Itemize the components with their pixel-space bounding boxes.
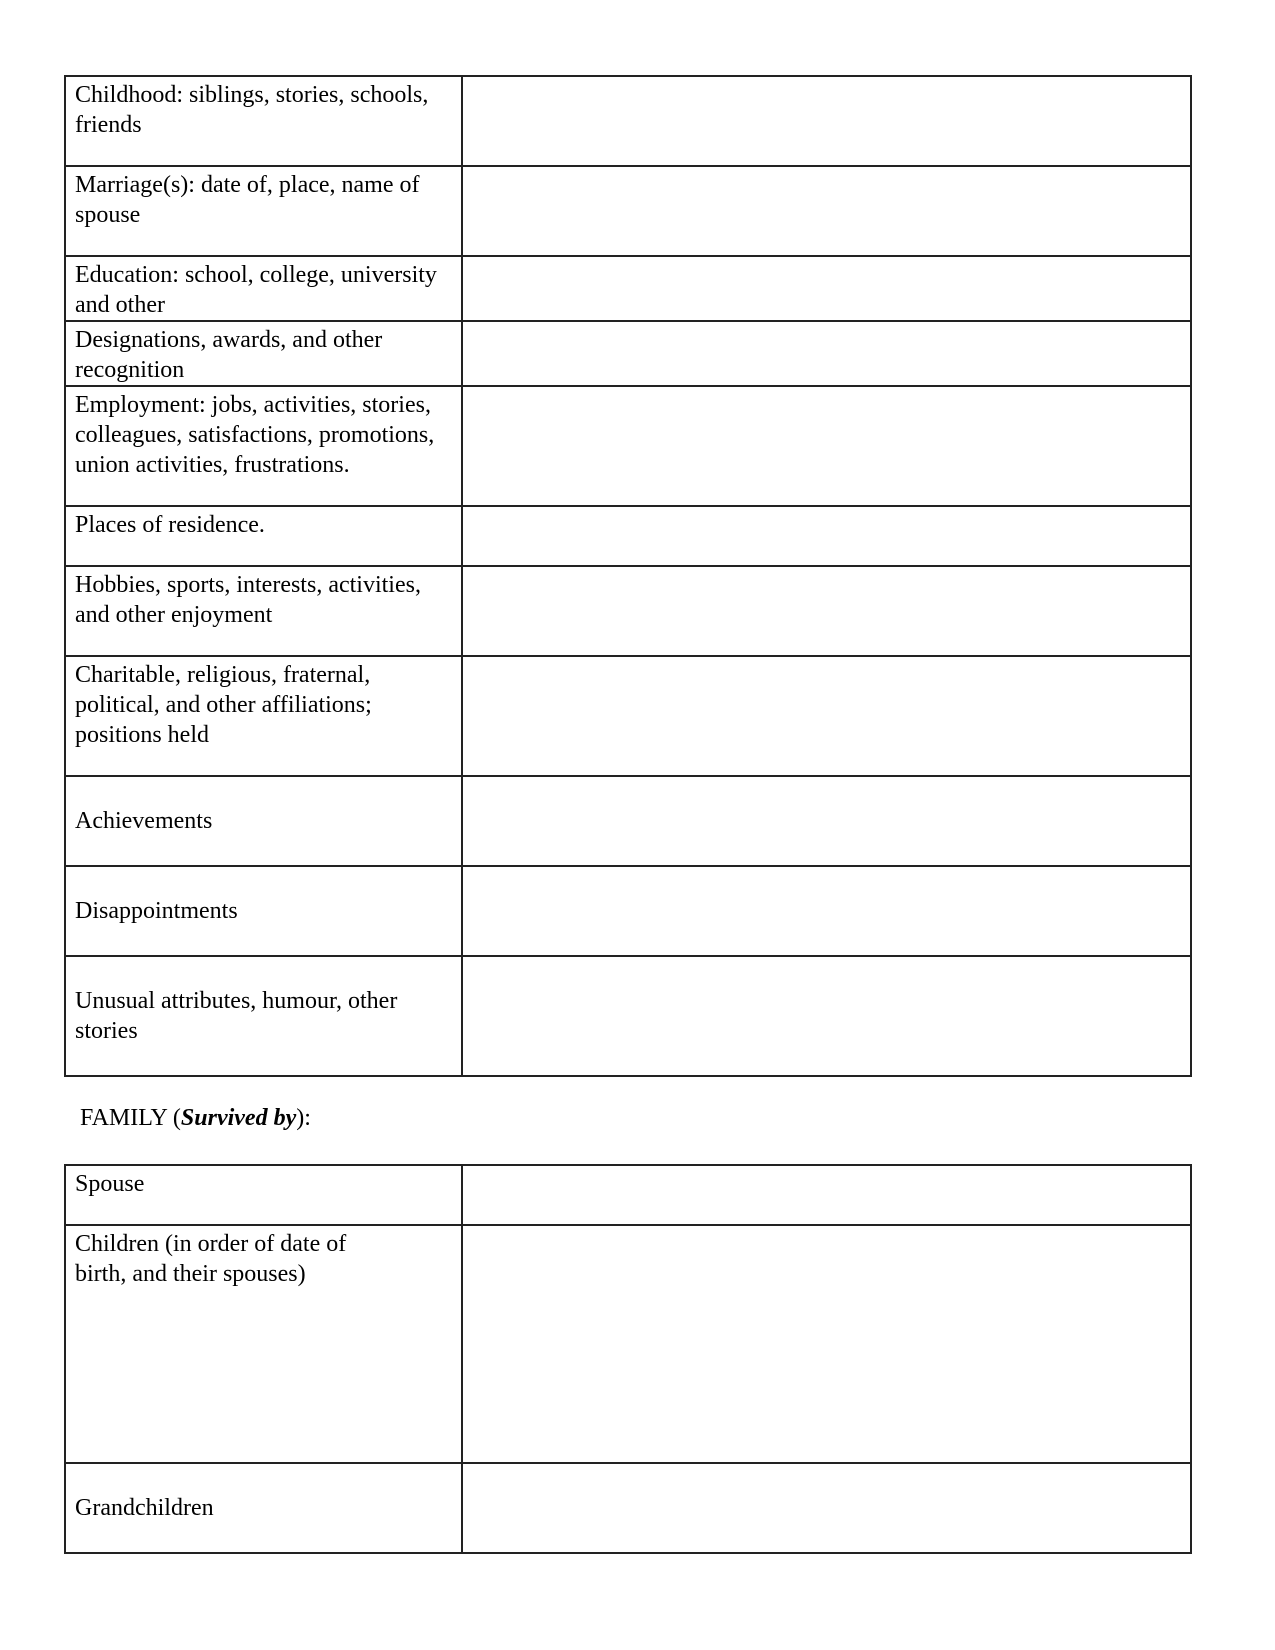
table-row bbox=[65, 776, 1191, 866]
table-row bbox=[65, 566, 1191, 656]
table-row bbox=[65, 1165, 1191, 1225]
table-row bbox=[65, 506, 1191, 566]
table-row bbox=[65, 321, 1191, 386]
row-label-achievements: Achievements bbox=[65, 776, 462, 866]
family-table bbox=[64, 1164, 1192, 1554]
entry-field-marriage[interactable] bbox=[462, 166, 1191, 256]
entry-field-spouse[interactable] bbox=[462, 1165, 1191, 1225]
table-row bbox=[65, 76, 1191, 166]
row-label-children: Children (in order of date of birth, and their spouses) bbox=[65, 1225, 462, 1463]
life-details-table bbox=[64, 75, 1192, 1077]
family-heading-suffix: ): bbox=[296, 1105, 311, 1131]
row-label-residence: Places of residence. bbox=[65, 506, 462, 566]
row-label-employment: Employment: jobs, activities, stories, colleagues, satisfactions, promotions, union activities, frustrations. bbox=[65, 386, 462, 506]
table-row bbox=[65, 256, 1191, 321]
table-row bbox=[65, 656, 1191, 776]
family-heading-emphasis: Survived by bbox=[180, 1105, 297, 1131]
table-row bbox=[65, 386, 1191, 506]
row-label-grandchildren: Grandchildren bbox=[65, 1463, 462, 1553]
entry-field-residence[interactable] bbox=[462, 506, 1191, 566]
table-row bbox=[65, 1463, 1191, 1553]
row-label-marriage: Marriage(s): date of, place, name of spouse bbox=[65, 166, 462, 256]
table-row bbox=[65, 1225, 1191, 1463]
row-label-hobbies: Hobbies, sports, interests, activities, and other enjoyment bbox=[65, 566, 462, 656]
row-label-education: Education: school, college, university and other bbox=[65, 256, 462, 321]
entry-field-grandchildren[interactable] bbox=[462, 1463, 1191, 1553]
entry-field-achievements[interactable] bbox=[462, 776, 1191, 866]
entry-field-disappointments[interactable] bbox=[462, 866, 1191, 956]
entry-field-designations[interactable] bbox=[462, 321, 1191, 386]
row-label-spouse: Spouse bbox=[65, 1165, 462, 1225]
table-row bbox=[65, 166, 1191, 256]
entry-field-affiliations[interactable] bbox=[462, 656, 1191, 776]
table-row bbox=[65, 866, 1191, 956]
entry-field-childhood[interactable] bbox=[462, 76, 1191, 166]
family-heading bbox=[80, 1103, 311, 1133]
row-label-unusual-attributes: Unusual attributes, humour, other stories bbox=[65, 956, 462, 1076]
row-label-affiliations: Charitable, religious, fraternal, political, and other affiliations; positions held bbox=[65, 656, 462, 776]
row-label-designations: Designations, awards, and other recognition bbox=[65, 321, 462, 386]
entry-field-employment[interactable] bbox=[462, 386, 1191, 506]
family-heading-prefix: FAMILY ( bbox=[80, 1105, 181, 1131]
entry-field-education[interactable] bbox=[462, 256, 1191, 321]
entry-field-hobbies[interactable] bbox=[462, 566, 1191, 656]
row-label-disappointments: Disappointments bbox=[65, 866, 462, 956]
table-row bbox=[65, 956, 1191, 1076]
row-label-childhood: Childhood: siblings, stories, schools, friends bbox=[65, 76, 462, 166]
entry-field-children[interactable] bbox=[462, 1225, 1191, 1463]
entry-field-unusual-attributes[interactable] bbox=[462, 956, 1191, 1076]
